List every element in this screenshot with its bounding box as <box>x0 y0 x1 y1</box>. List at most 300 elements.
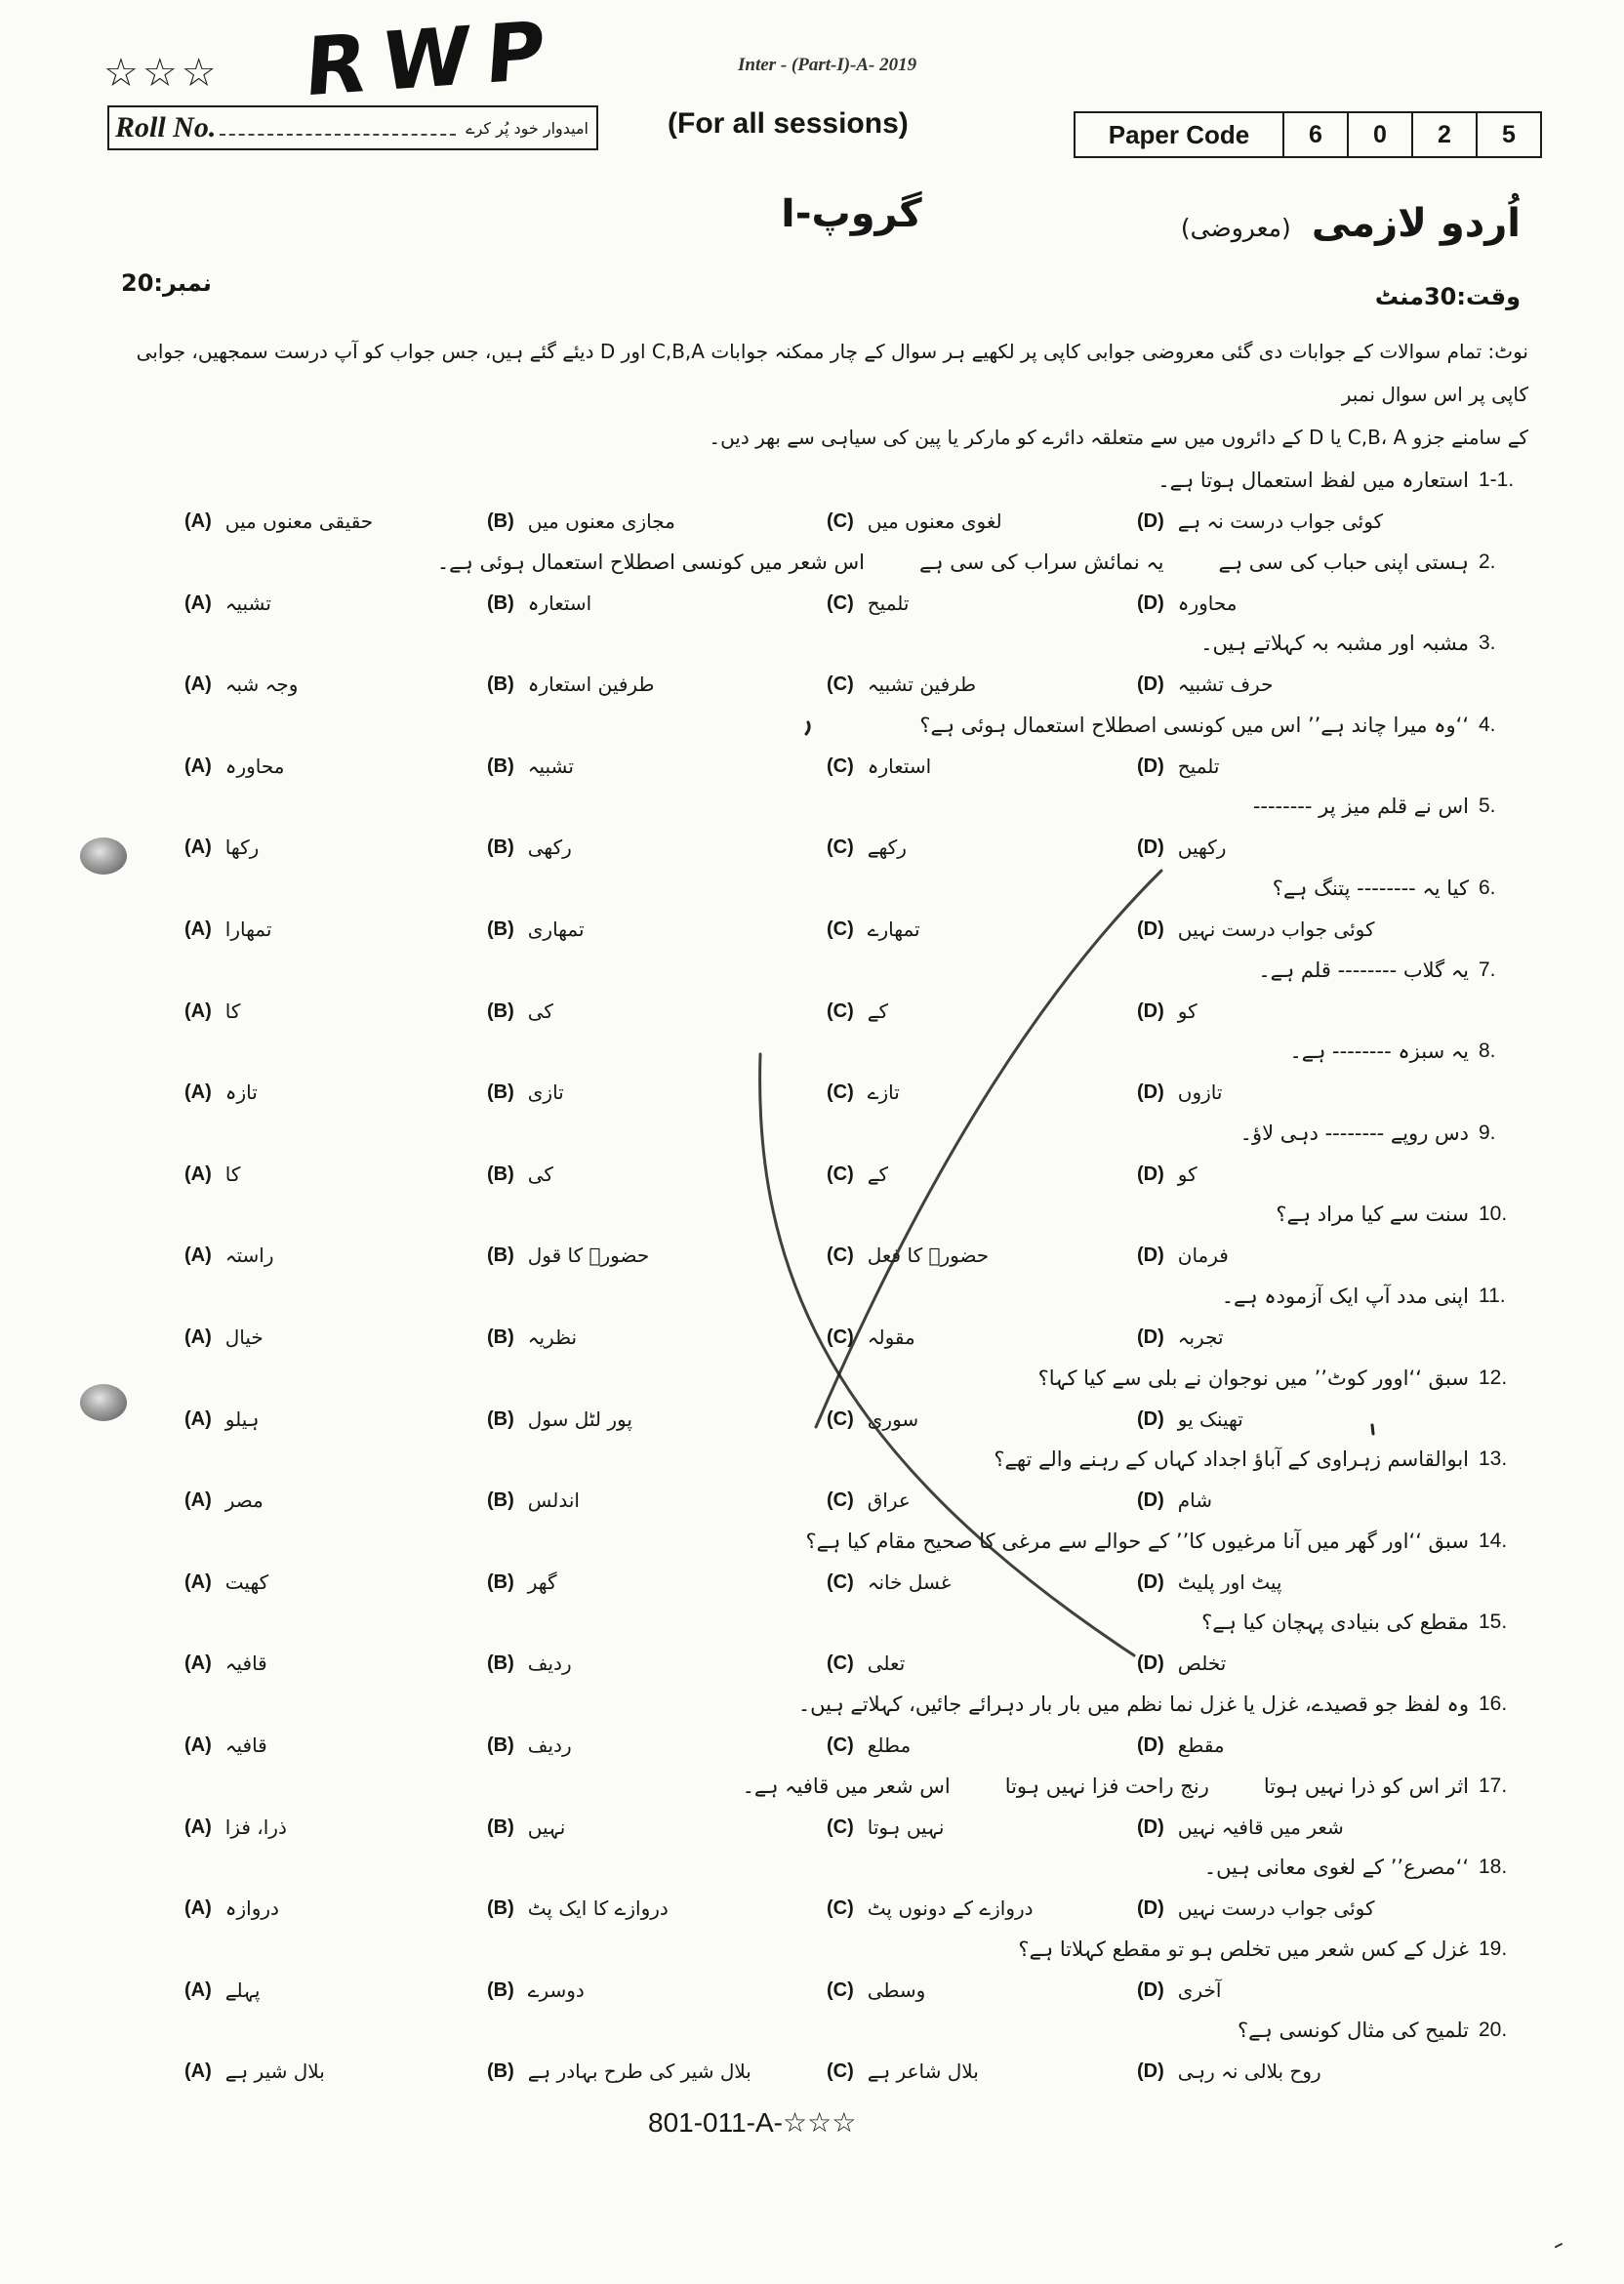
option-letter: (D) <box>1137 1408 1164 1430</box>
option-letter: (C) <box>827 1244 854 1266</box>
option-letter: (D) <box>1137 1326 1164 1348</box>
option-letter: (B) <box>487 1163 514 1185</box>
option-text: نہیں ہوتا <box>867 1815 945 1839</box>
option-c <box>827 832 907 863</box>
option-text: تمھارے <box>867 918 920 941</box>
option-letter: (B) <box>487 1000 514 1022</box>
option-c <box>827 996 888 1027</box>
option-a <box>184 2056 325 2087</box>
option-d <box>1137 1485 1212 1516</box>
option-letter: (A) <box>184 1244 212 1266</box>
option-text: شعر میں قافیہ نہیں <box>1177 1815 1344 1839</box>
option-text: حضورؐ کا قول <box>527 1244 650 1267</box>
option-text: تمھارا <box>224 918 272 941</box>
question-text-part: اس نے قلم میز پر -------- <box>1252 795 1469 818</box>
option-letter: (D) <box>1137 673 1164 695</box>
option-b <box>487 669 654 700</box>
option-letter: (C) <box>827 836 854 858</box>
option-letter: (A) <box>184 592 212 614</box>
question-text <box>743 1771 1469 1802</box>
footer-paper-code: 801-011-A-☆☆☆ <box>648 2107 857 2138</box>
option-letter: (B) <box>487 836 514 858</box>
question-number: 17. <box>1479 1774 1508 1797</box>
option-letter: (C) <box>827 755 854 777</box>
option-letter: (B) <box>487 1408 514 1430</box>
option-letter: (D) <box>1137 592 1164 614</box>
option-a <box>184 669 298 700</box>
option-a <box>184 588 271 619</box>
option-letter: (C) <box>827 510 854 532</box>
question-text-part: رنج راحت فزا نہیں ہوتا <box>1004 1774 1209 1798</box>
question-text <box>1201 1607 1469 1638</box>
question-text-part: یہ گلاب -------- قلم ہے۔ <box>1258 958 1469 982</box>
option-b <box>487 1812 565 1843</box>
option-letter: (A) <box>184 1000 212 1022</box>
question-number: 19. <box>1479 1937 1508 1960</box>
option-text: ہیلو <box>224 1407 260 1431</box>
option-letter: (B) <box>487 755 514 777</box>
option-letter: (A) <box>184 510 212 532</box>
question-text <box>1289 1036 1469 1067</box>
option-text: تھینک یو <box>1177 1407 1243 1431</box>
option-text: پور لٹل سول <box>527 1407 632 1431</box>
option-text: تعلی <box>867 1652 906 1675</box>
option-b <box>487 751 574 782</box>
exam-title-line: Inter - (Part-I)-A- 2019 <box>738 55 917 75</box>
option-d <box>1137 751 1219 782</box>
option-text: پیٹ اور پلیٹ <box>1177 1570 1282 1594</box>
option-d <box>1137 996 1198 1027</box>
option-text: کو <box>1177 999 1198 1023</box>
question-text <box>437 547 1469 578</box>
option-text: طرفین استعارہ <box>527 673 655 696</box>
option-letter: (B) <box>487 1244 514 1266</box>
instructions-line-1: نوٹ: تمام سوالات کے جوابات دی گئی معروضی جوابی کاپی پر لکھیے ہر سوال کے چار ممکنہ جوابات C,B,A اور D دیئے گئے ہیں، جس جواب کو آپ درست سمجھیں، جوابی کاپی پر اس سوال نمبر <box>136 340 1528 406</box>
option-b <box>487 2056 751 2087</box>
question-text-part: ابوالقاسم زہراوی کے آباؤ اجداد کہاں کے رہنے والے تھے؟ <box>994 1448 1469 1471</box>
option-b <box>487 1730 572 1761</box>
option-text: رکھا <box>224 836 260 859</box>
option-c <box>827 1812 944 1843</box>
option-text: بلال شیر ہے <box>224 2060 325 2083</box>
option-text: راستہ <box>224 1244 274 1267</box>
question-text-part: اس شعر میں کونسی اصطلاح استعمال ہوئی ہے۔ <box>436 551 865 574</box>
question-text-part: ‘‘وہ میرا چاند ہے’’ اس میں کونسی اصطلاح استعمال ہوئی ہے؟ <box>919 714 1469 737</box>
option-text: کوئی جواب درست نہ ہے <box>1177 510 1384 533</box>
option-c <box>827 751 931 782</box>
option-letter: (A) <box>184 918 212 940</box>
option-text: محاورہ <box>224 755 285 778</box>
question-text <box>919 710 1469 741</box>
option-a <box>184 914 271 945</box>
option-letter: (D) <box>1137 1734 1164 1756</box>
option-letter: (D) <box>1137 1652 1164 1674</box>
option-text: اندلس <box>527 1489 580 1512</box>
pen-mark <box>1372 1425 1373 1434</box>
option-letter: (D) <box>1137 1979 1164 2001</box>
question-number: 7. <box>1479 958 1496 981</box>
option-letter: (A) <box>184 1163 212 1185</box>
subject-title <box>1181 201 1521 246</box>
paper-code-digit: 0 <box>1347 113 1411 156</box>
question-number: 12. <box>1479 1366 1508 1389</box>
option-b <box>487 506 675 537</box>
option-a <box>184 751 285 782</box>
option-a <box>184 832 259 863</box>
question-number: 4. <box>1479 714 1496 736</box>
question-text <box>798 1689 1469 1720</box>
option-text: وسطی <box>867 1978 926 2002</box>
option-text: قافیہ <box>224 1652 267 1675</box>
option-text: تلمیح <box>1177 755 1220 778</box>
option-text: محاورہ <box>1177 591 1238 615</box>
option-letter: (C) <box>827 1489 854 1511</box>
option-letter: (C) <box>827 1816 854 1838</box>
total-marks: نمبر:20 <box>121 269 212 297</box>
option-text: وجہ شبہ <box>224 673 299 696</box>
question-text <box>1222 1281 1469 1312</box>
option-a <box>184 1159 240 1190</box>
paper-code-label: Paper Code <box>1108 119 1250 149</box>
question-number: 3. <box>1479 632 1496 654</box>
option-a <box>184 1648 267 1679</box>
option-b <box>487 1975 585 2006</box>
paper-code-box <box>1074 111 1542 158</box>
option-text: خیال <box>224 1326 264 1349</box>
roll-number-box <box>107 105 598 150</box>
question-text <box>1157 465 1469 496</box>
option-letter: (C) <box>827 2060 854 2082</box>
question-text-part: وہ لفظ جو قصیدے، غزل یا غزل نما نظم میں بار بار دہرائے جائیں، کہلاتے ہیں۔ <box>797 1693 1469 1716</box>
option-text: مقولہ <box>867 1326 915 1349</box>
option-c <box>827 1322 915 1353</box>
handwritten-board-code: RWP <box>302 3 564 115</box>
option-c <box>827 1567 951 1598</box>
option-a <box>184 1975 260 2006</box>
option-text: تخلص <box>1177 1652 1227 1675</box>
option-b <box>487 1893 669 1924</box>
option-c <box>827 1077 900 1108</box>
option-letter: (D) <box>1137 1244 1164 1266</box>
option-text: تازوں <box>1177 1081 1223 1104</box>
roll-number-instruction: امیدوار خود پُر کرے <box>466 118 589 138</box>
option-text: حقیقی معنوں میں <box>224 510 374 533</box>
question-text <box>1204 1852 1469 1883</box>
option-text: عراق <box>867 1489 911 1512</box>
option-text: لغوی معنوں میں <box>867 510 1002 533</box>
option-d <box>1137 2056 1321 2087</box>
pen-stroke <box>760 1054 1134 1655</box>
question-number: 1-1. <box>1479 469 1515 491</box>
question-text <box>1200 628 1469 659</box>
option-d <box>1137 1975 1221 2006</box>
option-letter: (A) <box>184 1081 212 1103</box>
option-letter: (D) <box>1137 836 1164 858</box>
option-letter: (A) <box>184 673 212 695</box>
option-text: کا <box>224 999 241 1023</box>
option-a <box>184 1485 264 1516</box>
option-text: دروازے کے دونوں پٹ <box>867 1897 1034 1920</box>
option-letter: (B) <box>487 1571 514 1593</box>
question-number: 2. <box>1479 551 1496 573</box>
option-text: ردیف <box>527 1652 572 1675</box>
option-c <box>827 1404 918 1435</box>
roll-number-blank <box>220 134 456 136</box>
question-text-part: سنت سے کیا مراد ہے؟ <box>1276 1203 1469 1226</box>
option-letter: (D) <box>1137 755 1164 777</box>
question-number: 14. <box>1479 1529 1508 1552</box>
option-text: کے <box>867 999 889 1023</box>
option-b <box>487 996 553 1027</box>
option-text: تازی <box>527 1081 564 1104</box>
option-c <box>827 1648 905 1679</box>
paper-type: (معروضی) <box>1180 214 1291 242</box>
question-text <box>994 1444 1469 1475</box>
option-letter: (B) <box>487 1652 514 1674</box>
option-c <box>827 1240 989 1271</box>
option-d <box>1137 1077 1222 1108</box>
option-letter: (A) <box>184 1326 212 1348</box>
option-c <box>827 1893 1034 1924</box>
option-b <box>487 588 591 619</box>
option-b <box>487 1485 580 1516</box>
option-letter: (C) <box>827 1000 854 1022</box>
question-text-part: یہ نمائش سراب کی سی ہے <box>918 551 1164 574</box>
option-text: کوئی جواب درست نہیں <box>1177 1897 1375 1920</box>
option-text: دوسرے <box>527 1978 585 2002</box>
question-text-part: دس روپے -------- دہی لاؤ۔ <box>1239 1122 1469 1145</box>
paper-code-digit: 2 <box>1411 113 1476 156</box>
option-letter: (D) <box>1137 1897 1164 1919</box>
option-text: شام <box>1177 1489 1212 1512</box>
option-letter: (A) <box>184 1979 212 2001</box>
question-text-part: مشبہ اور مشبہ بہ کہلاتے ہیں۔ <box>1200 632 1469 655</box>
question-text <box>1038 1363 1469 1394</box>
option-c <box>827 1159 888 1190</box>
question-text <box>1258 955 1469 986</box>
option-text: پہلے <box>224 1978 261 2002</box>
option-b <box>487 1322 577 1353</box>
option-letter: (A) <box>184 1652 212 1674</box>
question-number: 8. <box>1479 1040 1496 1062</box>
option-text: بلال شاعر ہے <box>867 2060 979 2083</box>
option-letter: (A) <box>184 1571 212 1593</box>
option-text: استعارہ <box>867 755 932 778</box>
option-text: تشبیہ <box>527 755 574 778</box>
option-text: کو <box>1177 1162 1198 1186</box>
option-text: روح بلالی نہ رہی <box>1177 2060 1321 2083</box>
option-letter: (B) <box>487 592 514 614</box>
option-d <box>1137 1240 1229 1271</box>
option-d <box>1137 588 1238 619</box>
option-letter: (A) <box>184 1897 212 1919</box>
option-text: تمھاری <box>527 918 585 941</box>
punch-hole-mark <box>80 1384 127 1421</box>
option-d <box>1137 506 1383 537</box>
option-a <box>184 1404 259 1435</box>
option-text: سوری <box>867 1407 919 1431</box>
option-letter: (C) <box>827 1897 854 1919</box>
sessions-label: (For all sessions) <box>668 107 909 140</box>
option-letter: (C) <box>827 1081 854 1103</box>
option-text: تجربہ <box>1177 1326 1224 1349</box>
option-b <box>487 832 572 863</box>
option-text: دروازہ <box>224 1897 279 1920</box>
option-letter: (C) <box>827 592 854 614</box>
option-c <box>827 1730 911 1761</box>
option-letter: (D) <box>1137 2060 1164 2082</box>
option-b <box>487 914 585 945</box>
option-text: آخری <box>1177 1978 1222 2002</box>
group-title: گروپ-I <box>781 191 922 236</box>
option-letter: (D) <box>1137 1489 1164 1511</box>
option-text: کوئی جواب درست نہیں <box>1177 918 1375 941</box>
option-text: حضورؐ کا فعل <box>867 1244 990 1267</box>
option-text: تازے <box>867 1081 900 1104</box>
question-text <box>1273 873 1469 904</box>
paper-code-digit: 5 <box>1476 113 1540 156</box>
option-letter: (C) <box>827 1326 854 1348</box>
option-letter: (B) <box>487 510 514 532</box>
paper-code-digit: 6 <box>1282 113 1347 156</box>
option-text: تلمیح <box>867 591 910 615</box>
option-b <box>487 1240 649 1271</box>
option-a <box>184 1893 279 1924</box>
option-text: کھیت <box>224 1570 269 1594</box>
option-letter: (D) <box>1137 1000 1164 1022</box>
option-a <box>184 506 373 537</box>
time-allowed: وقت:30منٹ <box>1374 283 1521 310</box>
option-letter: (D) <box>1137 918 1164 940</box>
option-text: تازہ <box>224 1081 258 1104</box>
option-text: مطلع <box>867 1733 912 1757</box>
option-letter: (D) <box>1137 1816 1164 1838</box>
option-letter: (C) <box>827 1652 854 1674</box>
question-text <box>1276 1199 1469 1230</box>
option-b <box>487 1159 553 1190</box>
option-letter: (C) <box>827 1163 854 1185</box>
option-letter: (B) <box>487 1734 514 1756</box>
option-text: کی <box>527 999 553 1023</box>
question-number: 18. <box>1479 1856 1508 1878</box>
question-text-part: اثر اس کو ذرا نہیں ہوتا <box>1263 1774 1469 1798</box>
option-d <box>1137 1730 1225 1761</box>
option-letter: (B) <box>487 1897 514 1919</box>
option-letter: (A) <box>184 1734 212 1756</box>
question-text-part: سبق ‘‘اور گھر میں آنا مرغیوں کا’’ کے حوالے سے مرغی کا صحیح مقام کیا ہے؟ <box>805 1529 1469 1553</box>
question-text <box>1238 2015 1469 2046</box>
question-number: 15. <box>1479 1611 1508 1633</box>
option-a <box>184 1812 287 1843</box>
option-letter: (D) <box>1137 1081 1164 1103</box>
option-c <box>827 669 976 700</box>
question-number: 6. <box>1479 877 1496 899</box>
option-text: مصر <box>224 1489 264 1512</box>
option-letter: (A) <box>184 1489 212 1511</box>
option-text: تشبیہ <box>224 591 271 615</box>
option-letter: (B) <box>487 1816 514 1838</box>
question-text <box>1253 791 1469 822</box>
option-letter: (C) <box>827 1571 854 1593</box>
question-number: 9. <box>1479 1122 1496 1144</box>
option-text: حرف تشبیہ <box>1177 673 1274 696</box>
option-letter: (C) <box>827 918 854 940</box>
option-d <box>1137 1159 1198 1190</box>
pen-mark <box>1556 2244 1562 2247</box>
option-a <box>184 1730 267 1761</box>
question-text-part: تلمیح کی مثال کونسی ہے؟ <box>1238 2019 1469 2042</box>
question-number: 11. <box>1479 1285 1506 1307</box>
option-letter: (D) <box>1137 1163 1164 1185</box>
option-c <box>827 1485 911 1516</box>
option-letter: (A) <box>184 836 212 858</box>
option-letter: (A) <box>184 1408 212 1430</box>
question-text <box>1018 1934 1469 1965</box>
option-b <box>487 1404 632 1435</box>
option-b <box>487 1077 564 1108</box>
option-text: غسل خانہ <box>867 1570 952 1594</box>
roll-number-label: Roll No. <box>115 111 217 143</box>
question-text-part: ‘‘مصرع’’ کے لغوی معانی ہیں۔ <box>1203 1856 1469 1879</box>
option-text: فرمان <box>1177 1244 1229 1267</box>
subject-name: اُردو لازمی <box>1311 201 1521 246</box>
option-letter: (A) <box>184 755 212 777</box>
punch-hole-mark <box>80 837 127 875</box>
option-text: استعارہ <box>527 591 592 615</box>
option-d <box>1137 1404 1243 1435</box>
question-text-part: کیا یہ -------- پتنگ ہے؟ <box>1272 877 1469 900</box>
option-d <box>1137 1648 1226 1679</box>
option-text: نہیں <box>527 1815 566 1839</box>
option-b <box>487 1648 572 1679</box>
option-letter: (B) <box>487 673 514 695</box>
option-letter: (C) <box>827 1734 854 1756</box>
option-letter: (C) <box>827 1408 854 1430</box>
option-letter: (A) <box>184 2060 212 2082</box>
option-c <box>827 914 920 945</box>
option-text: کے <box>867 1162 889 1186</box>
option-a <box>184 1567 268 1598</box>
question-text-part: ہستی اپنی حباب کی سی ہے <box>1218 551 1469 574</box>
option-c <box>827 2056 979 2087</box>
option-a <box>184 996 240 1027</box>
option-c <box>827 1975 925 2006</box>
option-letter: (B) <box>487 2060 514 2082</box>
option-text: کی <box>527 1162 553 1186</box>
option-letter: (D) <box>1137 510 1164 532</box>
option-d <box>1137 914 1375 945</box>
question-text-part: اپنی مدد آپ ایک آزمودہ ہے۔ <box>1221 1285 1469 1308</box>
option-c <box>827 506 1002 537</box>
question-text-part: غزل کے کس شعر میں تخلص ہو تو مقطع کہلاتا ہے؟ <box>1018 1937 1469 1961</box>
option-a <box>184 1322 264 1353</box>
option-text: ردیف <box>527 1733 572 1757</box>
option-letter: (B) <box>487 1979 514 2001</box>
question-number: 10. <box>1479 1203 1508 1225</box>
option-letter: (B) <box>487 1326 514 1348</box>
question-number: 5. <box>1479 795 1496 817</box>
instructions-note <box>98 330 1528 459</box>
question-text-part: اس شعر میں قافیہ ہے۔ <box>742 1774 951 1798</box>
option-b <box>487 1567 557 1598</box>
option-d <box>1137 1322 1224 1353</box>
option-letter: (C) <box>827 673 854 695</box>
option-text: نظریہ <box>527 1326 578 1349</box>
question-text-part: استعارہ میں لفظ استعمال ہوتا ہے۔ <box>1157 469 1469 492</box>
option-text: کا <box>224 1162 241 1186</box>
option-text: رکھی <box>527 836 572 859</box>
question-text <box>1240 1118 1469 1149</box>
